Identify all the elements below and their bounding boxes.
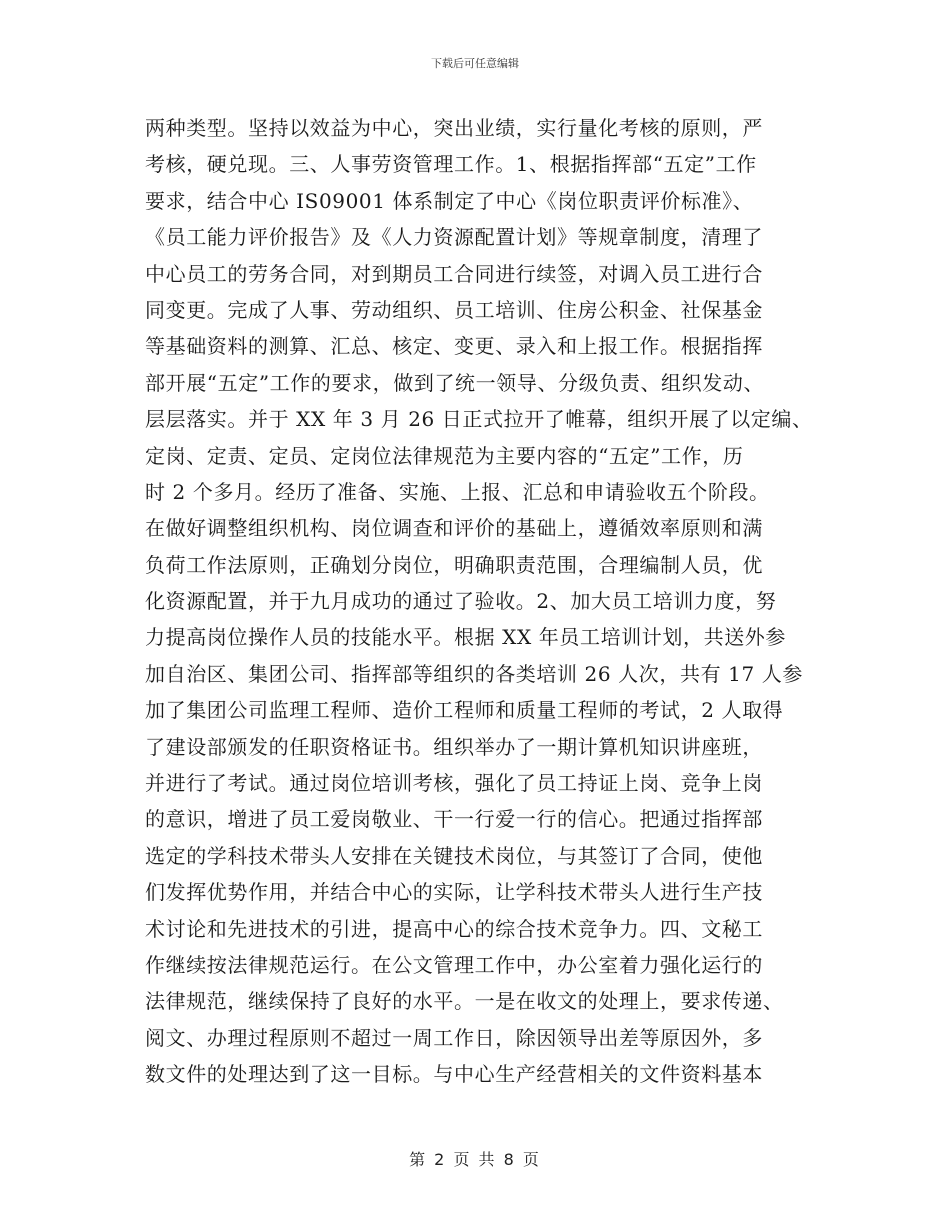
- body-line: 等基础资料的测算、汇总、核定、变更、录入和上报工作。根据指挥: [145, 334, 763, 359]
- body-line: 加了集团公司监理工程师、造价工程师和质量工程师的考试，2 人取得: [145, 698, 784, 723]
- page-header: 下载后可任意编辑: [431, 57, 519, 70]
- body-line: 层层落实。并于 XX 年 3 月 26 日正式拉开了帷幕，组织开展了以定编、: [145, 407, 813, 432]
- body-line: 同变更。完成了人事、劳动组织、员工培训、住房公积金、社保基金: [145, 297, 763, 322]
- body-line: 选定的学科技术带头人安排在关键技术岗位，与其签订了合同，使他: [145, 843, 763, 868]
- body-line: 在做好调整组织机构、岗位调查和评价的基础上，遵循效率原则和满: [145, 516, 763, 541]
- body-line: 加自治区、集团公司、指挥部等组织的各类培训 26 人次，共有 17 人参: [145, 661, 803, 686]
- body-line: 法律规范，继续保持了良好的水平。一是在收文的处理上，要求传递、: [145, 989, 784, 1014]
- body-line: 两种类型。坚持以效益为中心，突出业绩，实行量化考核的原则，严: [145, 116, 763, 140]
- body-line: 作继续按法律规范运行。在公文管理工作中，办公室着力强化运行的: [145, 952, 763, 977]
- body-line: 术讨论和先进技术的引进，提高中心的综合技术竞争力。四、文秘工: [145, 916, 763, 941]
- body-line: 了建设部颁发的任职资格证书。组织举办了一期计算机知识讲座班，: [145, 734, 763, 759]
- body-line: 力提高岗位操作人员的技能水平。根据 XX 年员工培训计划，共送外参: [145, 625, 786, 650]
- body-line: 部开展“五定”工作的要求，做到了统一领导、分级负责、组织发动、: [145, 370, 765, 395]
- document-body: [145, 110, 825, 1093]
- body-line: 阅文、办理过程原则不超过一周工作日，除因领导出差等原因外，多: [145, 1025, 763, 1050]
- body-line: 《员工能力评价报告》及《人力资源配置计划》等规章制度，清理了: [145, 225, 763, 250]
- body-line: 中心员工的劳务合同，对到期员工合同进行续签，对调入员工进行合: [145, 261, 763, 286]
- body-line: 数文件的处理达到了这一目标。与中心生产经营相关的文件资料基本: [145, 1062, 763, 1087]
- body-line: 时 2 个多月。经历了准备、实施、上报、汇总和申请验收五个阶段。: [145, 479, 770, 504]
- body-line: 并进行了考试。通过岗位培训考核，强化了员工持证上岗、竞争上岗: [145, 771, 763, 796]
- body-line: 要求，结合中心 IS09001 体系制定了中心《岗位职责评价标准》、: [145, 188, 754, 213]
- body-line: 们发挥优势作用，并结合中心的实际，让学科技术带头人进行生产技: [145, 880, 763, 905]
- body-line: 定岗、定责、定员、定岗位法律规范为主要内容的“五定”工作，历: [145, 443, 744, 468]
- body-line: 化资源配置，并于九月成功的通过了验收。2、加大员工培训力度，努: [145, 589, 777, 614]
- page-number-footer: 第 2 页 共 8 页: [409, 1150, 541, 1169]
- body-line: 的意识，增进了员工爱岗敬业、干一行爱一行的信心。把通过指挥部: [145, 807, 763, 832]
- body-line: 考核，硬兑现。三、人事劳资管理工作。1、根据指挥部“五定”工作: [145, 152, 757, 177]
- body-line: 负荷工作法原则，正确划分岗位，明确职责范围，合理编制人员，优: [145, 552, 763, 577]
